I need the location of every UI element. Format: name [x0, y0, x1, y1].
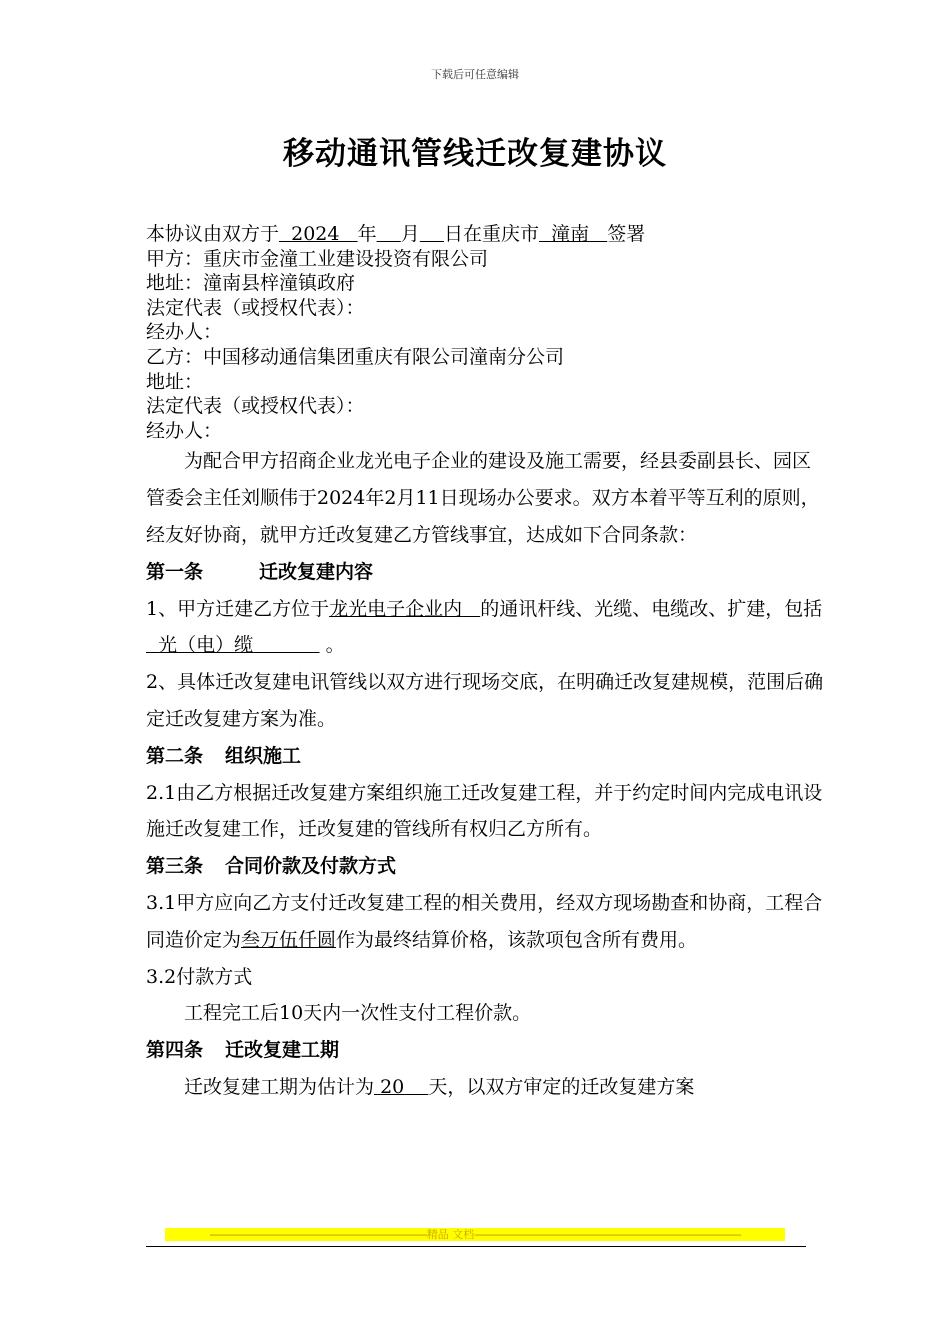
article1-location: 龙光电子企业内 — [329, 597, 463, 620]
party-a-agent: 经办人： — [146, 321, 223, 344]
intro-place: 潼南 — [551, 223, 590, 245]
footer-dashes-left: -------------------------------------------------------------------------------- — [209, 1228, 427, 1241]
intro-year-label: 年 — [357, 223, 377, 245]
intro-month — [377, 223, 401, 245]
party-a-rep: 法定代表（或授权代表）： — [146, 296, 365, 319]
intro-prefix: 本协议由双方于 — [146, 223, 280, 245]
party-a-name: 甲方：重庆市金潼工业建设投资有限公司 — [146, 247, 489, 270]
article3-amount: 叁万伍仟圆 — [241, 928, 337, 951]
party-b-agent: 经办人： — [146, 419, 223, 442]
party-b-address: 地址： — [146, 370, 204, 393]
clauses-block — [146, 443, 826, 1105]
article2-heading: 第二条 组织施工 — [146, 744, 302, 767]
article1-clause1: 1、甲方迁建乙方位于龙光电子企业内 的通讯杆线、光缆、电缆改、扩建，包括 光（电）缆 。 — [146, 597, 823, 657]
intro-day-label: 日在重庆市 — [443, 223, 539, 245]
article3-clause2-heading: 3.2付款方式 — [146, 965, 253, 988]
intro-line — [146, 222, 826, 247]
article3-heading: 第三条 合同价款及付款方式 — [146, 855, 397, 878]
article3-clause1: 3.1甲方应向乙方支付迁改复建工程的相关费用，经双方现场勘查和协商，工程合同造价定为叁万伍仟圆作为最终结算价格，该款项包含所有费用。 — [146, 891, 823, 951]
intro-month-label: 月 — [400, 223, 420, 245]
footer-banner — [165, 1228, 785, 1241]
party-a-address: 地址：潼南县梓潼镇政府 — [146, 272, 356, 295]
article4-heading: 第四条 迁改复建工期 — [146, 1039, 340, 1062]
footer-dashes-right: -------------------------------------------------------------------------------------------------- — [474, 1228, 741, 1241]
document-title: 移动通讯管线迁改复建协议 — [283, 136, 667, 172]
article1-items: 光（电）缆 — [158, 634, 254, 657]
intro-suffix: 签署 — [607, 223, 646, 245]
article2-clause1: 2.1由乙方根据迁改复建方案组织施工迁改复建工程，并于约定时间内完成电讯设施迁改复建工作，迁改复建的管线所有权归乙方所有。 — [146, 781, 823, 841]
footer-rule — [146, 1246, 806, 1247]
document-body — [146, 222, 826, 1106]
intro-year: 2024 — [291, 223, 340, 245]
parties-block — [146, 222, 826, 443]
article4-clause1: 迁改复建工期为估计为 20 天，以双方审定的迁改复建方案 — [184, 1075, 695, 1098]
article1-heading: 第一条 迁改复建内容 — [146, 560, 374, 583]
article3-clause2-body: 工程完工后10天内一次性支付工程价款。 — [184, 1002, 532, 1025]
article1-clause2: 2、具体迁改复建电讯管线以双方进行现场交底，在明确迁改复建规模，范围后确定迁改复建方案为准。 — [146, 671, 824, 730]
party-b-name: 乙方：中国移动通信集团重庆有限公司潼南分公司 — [146, 345, 565, 368]
footer-label: 精品 文档 — [426, 1228, 475, 1241]
intro-day — [420, 223, 444, 245]
article4-days: 20 — [380, 1075, 405, 1098]
header-note: 下载后可任意编辑 — [431, 68, 519, 81]
preamble: 为配合甲方招商企业龙光电子企业的建设及施工需要，经县委副县长、园区管委会主任刘顺伟于2024年2月11日现场办公要求。双方本着平等互利的原则，经友好协商，就甲方迁改复建乙方管线事宜，达成如下合同条款： — [146, 450, 820, 546]
party-b-rep: 法定代表（或授权代表）： — [146, 395, 365, 418]
